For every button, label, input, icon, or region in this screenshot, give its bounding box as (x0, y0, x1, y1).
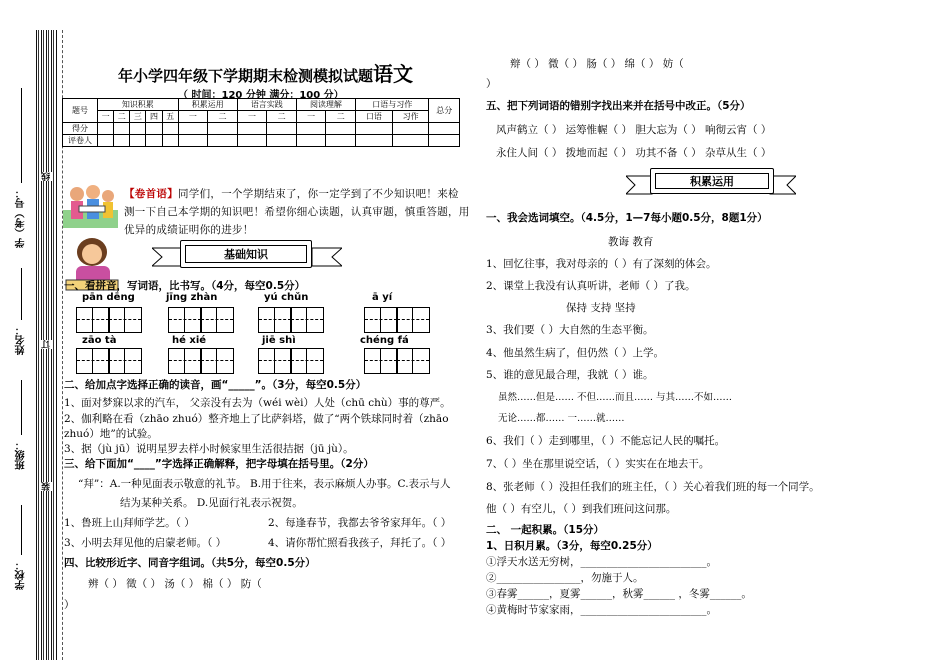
r2-line-4: ④黄梅时节家家雨，________________________。 (486, 604, 717, 616)
r1-q4: 4、他虽然生病了，但仍然（ ）上学。 (486, 347, 665, 359)
r1-q1: 1、回忆往事，我对母亲的（ ）有了深刻的体会。 (486, 258, 717, 270)
s2-line-2: 2、伽利略在看（zhāo zhuó）整齐地上了比萨斜塔，做了“两个铁球同时着（zhāo (64, 413, 449, 425)
section-2-heading: 二、给加点字选择正确的读音，画“_____”。（3分，每空0.5分） (64, 379, 367, 391)
r1-words-3: 虽然……但是…… 不但……而且…… 与其……不如…… (498, 392, 733, 403)
school-line (21, 505, 23, 555)
r2-line-3: ③春雾______，夏雾______，秋雾______ ，冬雾______。 (486, 588, 752, 600)
pinyin-6: hé xié (172, 335, 207, 346)
banner-accumulate: 积累运用 (650, 168, 774, 194)
banner-basic-knowledge: 基础知识 (180, 240, 312, 268)
school-label: 学校： (16, 560, 27, 590)
zhuang-mark: 装 (42, 482, 52, 491)
s2-line-3: zhuó）地”的试验。 (64, 428, 158, 440)
r1-heading: 一、我会选词填空。（4.5分，1—7每小题0.5分，8题1分） (486, 212, 768, 224)
pinyin-4: ā yí (372, 292, 393, 303)
children-reading-illustration (63, 180, 118, 230)
id-label: 学（考）号： (16, 188, 27, 248)
r1-q9: 他（ ）有空儿，（ ）到我们班问这问那。 (486, 503, 677, 515)
intro-line-1: 【卷首语】同学们，一个学期结束了，你一定学到了不少知识吧！来检 (124, 188, 459, 200)
page-title: 年小学四年级下学期期末检测模拟试题语文 (118, 62, 414, 86)
char-box[interactable] (290, 307, 324, 333)
char-box[interactable] (108, 307, 142, 333)
s3-definition-2: 结为某种关系。 D.见面行礼表示祝贺。 (120, 497, 303, 509)
section-3-heading: 三、给下面加“____”字选择正确解释，把字母填在括号里。（2分） (64, 458, 374, 470)
section-4-heading: 四、比较形近字、同音字组词。（共5分，每空0.5分） (64, 557, 316, 569)
r1-q8: 8、张老师（ ）没担任我们的班主任，（ ）关心着我们班的每一个同学。 (486, 481, 820, 493)
char-box[interactable] (258, 348, 292, 374)
s3-q2: 2、每逢春节，我都去爷爷家拜年。（ ） (268, 517, 452, 529)
section-1-heading: 一、看拼音，写词语，比书写。（4分，每空0.5分） (64, 280, 306, 292)
r1-q3: 3、我们要（ ）大自然的生态平衡。 (486, 324, 654, 336)
r1-q6: 6、我们（ ）走到哪里，（ ）不能忘记人民的嘱托。 (486, 435, 726, 447)
char-box[interactable] (290, 348, 324, 374)
char-box[interactable] (396, 348, 430, 374)
score-table: 题号 知识积累 积累运用 语言实践 阅读理解 口语与习作 总分 一 二 三 四 五 一 二 一 二 一 二 口语 习作 得分 评卷人 (62, 98, 460, 147)
s5-line-2: 永住人间（ ） 拨地而起（ ） 功其不备（ ） 杂草从生（ ） (496, 147, 772, 159)
s3-definition-1: “拜”：A.一种见面表示敬意的礼节。 B.用于往来，表示麻烦人办事。C.表示与人 (78, 478, 451, 490)
s5-line-1: 风声鹤立（ ） 运筹惟幄（ ） 胆大忘为（ ） 响彻云宵（ ） (496, 124, 772, 136)
char-box[interactable] (200, 348, 234, 374)
char-box[interactable] (364, 307, 398, 333)
char-box[interactable] (200, 307, 234, 333)
pinyin-8: chéng fá (360, 335, 409, 346)
class-line (21, 380, 23, 435)
char-box[interactable] (76, 307, 110, 333)
xian-mark: 线 (42, 172, 52, 181)
r2-line-1: ①浮天水送无穷树，________________________。 (486, 556, 717, 568)
s4-line-1: 辨（ ） 徵（ ） 汤（ ） 棉（ ） 防（ (88, 578, 262, 590)
id-line (21, 88, 23, 183)
char-box[interactable] (258, 307, 292, 333)
s2-line-4: 3、据（jù jū）说明星罗去样小时候家里生活很拮据（jū jù）。 (64, 443, 354, 455)
char-box[interactable] (168, 307, 202, 333)
r1-words-2: 保持 支持 坚持 (566, 302, 636, 314)
page-subtitle: （ 时间：120 分钟 满分：100 分） (178, 90, 344, 101)
pinyin-1: pān dēng (82, 292, 135, 303)
r1-words-1: 教诲 教育 (608, 236, 654, 248)
r1-q5: 5、谁的意见最合理，我就（ ）谁。 (486, 369, 654, 381)
name-line (21, 268, 23, 320)
char-box[interactable] (168, 348, 202, 374)
char-box[interactable] (76, 348, 110, 374)
pinyin-3: yú chǔn (264, 292, 309, 303)
r2-heading: 二、 一起积累。（15分） (486, 524, 605, 536)
r0-line-1-end: ） (486, 78, 497, 90)
char-box[interactable] (396, 307, 430, 333)
s3-q1: 1、鲁班上山拜师学艺。（ ） (64, 517, 195, 529)
s3-q3: 3、小明去拜见他的启蒙老师。（ ） (64, 537, 227, 549)
intro-line-2: 测一下自己本学期的知识吧！希望你细心读题，认真审题，慎重答题，用 (124, 206, 470, 218)
pinyin-5: zāo tà (82, 335, 117, 346)
r0-line-1: 辩（ ） 微（ ） 肠（ ） 绵（ ） 妨（ (510, 58, 684, 70)
r2-sub-heading: 1、日积月累。（3分，每空0.25分） (486, 540, 658, 552)
pinyin-7: jiē shì (262, 335, 296, 346)
intro-line-3: 优异的成绩证明你的进步！ (124, 224, 254, 236)
s3-q4: 4、请你帮忙照看我孩子，拜托了。（ ） (268, 537, 452, 549)
pinyin-2: jīng zhàn (166, 292, 218, 303)
r2-line-2: ②________________，勿施于人。 (486, 572, 644, 584)
name-label: 姓名： (16, 325, 27, 355)
s4-line-1-end: ） (64, 599, 75, 611)
section-5-heading: 五、把下列词语的错别字找出来并在括号中改正。（5分） (486, 100, 751, 112)
r1-q2: 2、课堂上我没有认真听讲，老师（ ）了我。 (486, 280, 696, 292)
ding-mark: 订 (42, 340, 52, 349)
char-box[interactable] (364, 348, 398, 374)
class-label: 班级： (16, 440, 27, 470)
r1-words-4: 无论……都…… 一……就…… (498, 413, 625, 424)
char-box[interactable] (108, 348, 142, 374)
r1-q7: 7、（ ）坐在那里说空话，（ ）实实在在地去干。 (486, 458, 710, 470)
s2-line-1: 1、面对梦寐以求的汽车， 父亲没有去为（wéi wèi）人处（chū chù）事的尊严。 (64, 397, 451, 409)
